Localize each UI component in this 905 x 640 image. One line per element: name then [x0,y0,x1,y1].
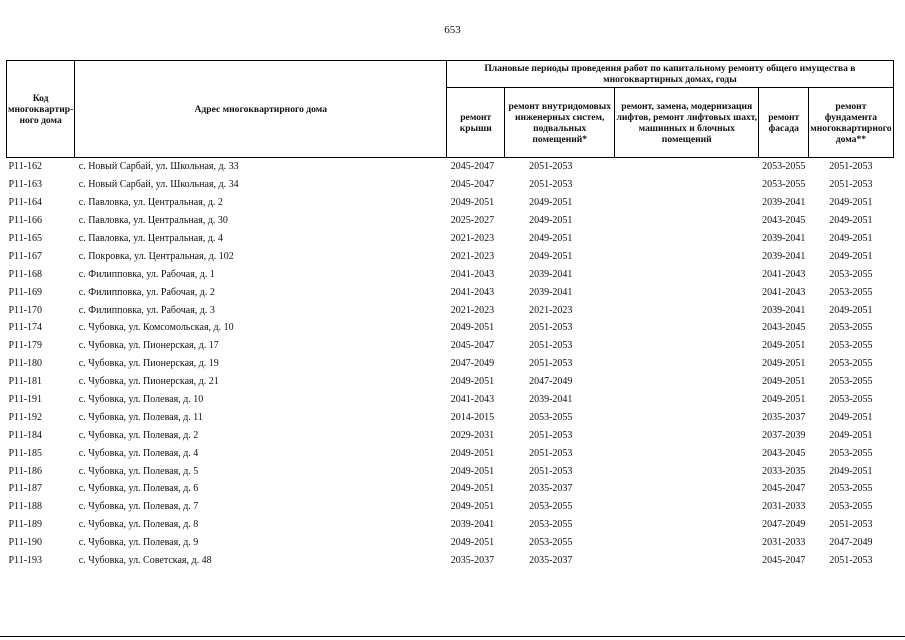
foundation-period-cell: 2047-2049 [829,537,873,549]
table-row [7,194,894,212]
roof-period-cell: 2049-2051 [450,465,495,477]
roof-period-cell: 2049-2051 [450,322,495,334]
facade-period-cell: 2039-2041 [762,304,806,316]
roof-period-cell: 2049-2051 [450,501,495,513]
facade-period-cell: 2043-2045 [762,447,806,459]
lifts-period-cell [615,194,759,212]
lifts-period-cell [615,480,759,498]
foundation-period-cell: 2053-2055 [829,268,873,280]
roof-period-cell: 2045-2047 [450,161,495,173]
header-lifts: ремонт, замена, модернизация лифтов, ремонт лифтовых шахт, машинных и блочных помещений [615,88,759,158]
foundation-period-cell: 2053-2055 [829,483,873,495]
address-cell: с. Новый Сарбай, ул. Школьная, д. 33 [78,161,239,173]
systems-period-cell: 2047-2049 [529,376,573,388]
roof-period-cell: 2041-2043 [450,394,495,406]
foundation-period-cell: 2053-2055 [829,501,873,513]
table-row [7,444,894,462]
code-cell: P11-185 [8,447,43,459]
foundation-period-cell: 2053-2055 [829,340,873,352]
table-body [7,158,894,570]
roof-period-cell: 2014-2015 [450,411,495,423]
lifts-period-cell [615,426,759,444]
code-cell: P11-187 [8,483,43,495]
lifts-period-cell [615,265,759,283]
facade-period-cell: 2049-2051 [762,394,806,406]
foundation-period-cell: 2051-2053 [829,555,873,567]
facade-period-cell: 2039-2041 [762,250,806,262]
lifts-period-cell [615,444,759,462]
header-address: Адрес многоквартирного дома [75,61,447,158]
facade-period-cell: 2041-2043 [762,268,806,280]
foundation-period-cell: 2053-2055 [829,394,873,406]
roof-period-cell: 2029-2031 [450,429,495,441]
systems-period-cell: 2051-2053 [529,340,573,352]
code-cell: P11-174 [8,322,43,334]
address-cell: с. Чубовка, ул. Полевая, д. 10 [78,394,204,406]
address-cell: с. Филипповка, ул. Рабочая, д. 3 [78,304,215,316]
code-cell: P11-163 [8,179,43,191]
roof-period-cell: 2041-2043 [450,268,495,280]
foundation-period-cell: 2053-2055 [829,322,873,334]
systems-period-cell: 2049-2051 [529,233,573,244]
address-cell: с. Павловка, ул. Центральная, д. 4 [78,233,223,244]
table-row [7,319,894,337]
address-cell: с. Чубовка, ул. Полевая, д. 11 [78,411,203,423]
repair-schedule-table [6,60,894,569]
foundation-period-cell: 2049-2051 [829,429,873,441]
roof-period-cell: 2021-2023 [450,304,495,316]
lifts-period-cell [615,552,759,570]
facade-period-cell: 2049-2051 [762,376,806,388]
lifts-period-cell [615,337,759,355]
lifts-period-cell [615,283,759,301]
address-cell: с. Чубовка, ул. Пионерская, д. 17 [78,340,219,352]
facade-period-cell: 2033-2035 [762,465,806,477]
foundation-period-cell: 2053-2055 [829,358,873,370]
systems-period-cell: 2051-2053 [529,322,573,334]
foundation-period-cell: 2051-2053 [829,179,873,191]
address-cell: с. Чубовка, ул. Полевая, д. 5 [78,465,199,477]
address-cell: с. Чубовка, ул. Полевая, д. 8 [78,519,199,531]
table-row [7,426,894,444]
table-row [7,534,894,552]
systems-period-cell: 2049-2051 [529,197,573,209]
lifts-period-cell [615,355,759,373]
code-cell: P11-186 [8,465,43,477]
systems-period-cell: 2053-2055 [529,501,573,513]
roof-period-cell: 2025-2027 [450,215,495,227]
table-row [7,498,894,516]
facade-period-cell: 2039-2041 [762,197,806,209]
systems-period-cell: 2051-2053 [529,358,573,370]
address-cell: с. Чубовка, ул. Полевая, д. 6 [78,483,199,495]
code-cell: P11-189 [8,519,43,531]
code-cell: P11-181 [8,376,43,388]
header-roof: ремонт крыши [447,88,505,158]
code-cell: P11-190 [8,537,43,549]
lifts-period-cell [615,176,759,194]
code-cell: P11-179 [8,340,43,352]
roof-period-cell: 2049-2051 [450,483,495,495]
lifts-period-cell [615,230,759,248]
address-cell: с. Чубовка, ул. Полевая, д. 4 [78,447,199,459]
systems-period-cell: 2051-2053 [529,465,573,477]
table-row [7,516,894,534]
address-cell: с. Филипповка, ул. Рабочая, д. 2 [78,286,215,298]
code-cell: P11-166 [8,215,43,227]
address-cell: с. Чубовка, ул. Полевая, д. 9 [78,537,199,549]
foundation-period-cell: 2049-2051 [829,250,873,262]
facade-period-cell: 2043-2045 [762,215,806,227]
code-cell: P11-168 [8,268,43,280]
lifts-period-cell [615,319,759,337]
foundation-period-cell: 2049-2051 [829,304,873,316]
facade-period-cell: 2043-2045 [762,322,806,334]
systems-period-cell: 2035-2037 [529,555,573,567]
systems-period-cell: 2053-2055 [529,411,573,423]
facade-period-cell: 2053-2055 [762,179,806,191]
lifts-period-cell [615,212,759,230]
systems-period-cell: 2051-2053 [529,447,573,459]
systems-period-cell: 2021-2023 [529,304,573,316]
systems-period-cell: 2039-2041 [529,394,573,406]
foundation-period-cell: 2049-2051 [829,215,873,227]
roof-period-cell: 2049-2051 [450,447,495,459]
code-cell: P11-191 [8,394,43,406]
header-foundation: ремонт фундамента многоквартирного дома** [809,88,893,158]
systems-period-cell: 2051-2053 [529,161,573,173]
table-row [7,247,894,265]
address-cell: с. Покровка, ул. Центральная, д. 102 [78,250,234,262]
facade-period-cell: 2049-2051 [762,340,806,352]
systems-period-cell: 2049-2051 [529,250,573,262]
lifts-period-cell [615,498,759,516]
lifts-period-cell [615,158,759,176]
systems-period-cell: 2053-2055 [529,537,573,549]
address-cell: с. Филипповка, ул. Рабочая, д. 1 [78,268,215,280]
foundation-period-cell: 2049-2051 [829,411,873,423]
roof-period-cell: 2045-2047 [450,340,495,352]
foundation-period-cell: 2051-2053 [829,519,873,531]
table-row [7,212,894,230]
roof-period-cell: 2049-2051 [450,537,495,549]
header-code: Код многоквартир-ного дома [7,61,75,158]
lifts-period-cell [615,516,759,534]
lifts-period-cell [615,462,759,480]
table-header [7,61,894,158]
foundation-period-cell: 2053-2055 [829,376,873,388]
address-cell: с. Чубовка, ул. Полевая, д. 2 [78,429,199,441]
facade-period-cell: 2031-2033 [762,537,806,549]
address-cell: с. Чубовка, ул. Советская, д. 48 [78,555,212,567]
table-row [7,265,894,283]
lifts-period-cell [615,408,759,426]
roof-period-cell: 2041-2043 [450,286,495,298]
lifts-period-cell [615,247,759,265]
address-cell: с. Павловка, ул. Центральная, д. 2 [78,197,223,209]
address-cell: с. Чубовка, ул. Пионерская, д. 19 [78,358,219,370]
roof-period-cell: 2035-2037 [450,555,495,567]
table-row [7,283,894,301]
systems-period-cell: 2039-2041 [529,286,573,298]
roof-period-cell: 2049-2051 [450,197,495,209]
table-row [7,355,894,373]
table-row [7,176,894,194]
code-cell: P11-162 [8,161,43,173]
address-cell: с. Павловка, ул. Центральная, д. 30 [78,215,228,227]
bottom-divider [0,636,905,637]
foundation-period-cell: 2053-2055 [829,286,873,298]
lifts-period-cell [615,391,759,409]
header-facade: ремонт фасада [759,88,809,158]
lifts-period-cell [615,373,759,391]
table-row [7,391,894,409]
header-periods: Плановые периоды проведения работ по капитальному ремонту общего имущества в многоквартирных домах, годы [447,61,893,88]
address-cell: с. Чубовка, ул. Комсомольская, д. 10 [78,322,234,334]
lifts-period-cell [615,534,759,552]
table-row [7,408,894,426]
foundation-period-cell: 2053-2055 [829,447,873,459]
table-row [7,552,894,570]
roof-period-cell: 2047-2049 [450,358,495,370]
header-systems: ремонт внутридомовых инженерных систем, подвальных помещений* [505,88,615,158]
table-row [7,462,894,480]
table-row [7,301,894,319]
table-row [7,158,894,176]
table-row [7,230,894,248]
code-cell: P11-167 [8,250,43,262]
foundation-period-cell: 2049-2051 [829,233,873,244]
table-row [7,480,894,498]
systems-period-cell: 2039-2041 [529,268,573,280]
code-cell: P11-169 [8,286,43,298]
facade-period-cell: 2037-2039 [762,429,806,441]
systems-period-cell: 2051-2053 [529,179,573,191]
code-cell: P11-165 [8,233,43,244]
facade-period-cell: 2049-2051 [762,358,806,370]
roof-period-cell: 2039-2041 [450,519,495,531]
repair-schedule-table-wrap [6,60,894,569]
table-row [7,373,894,391]
facade-period-cell: 2031-2033 [762,501,806,513]
roof-period-cell: 2049-2051 [450,376,495,388]
foundation-period-cell: 2049-2051 [829,465,873,477]
facade-period-cell: 2035-2037 [762,411,806,423]
lifts-period-cell [615,301,759,319]
address-cell: с. Чубовка, ул. Пионерская, д. 21 [78,376,219,388]
code-cell: P11-188 [8,501,43,513]
foundation-period-cell: 2051-2053 [829,161,873,173]
code-cell: P11-180 [8,358,43,370]
code-cell: P11-184 [8,429,43,441]
roof-period-cell: 2021-2023 [450,233,495,244]
systems-period-cell: 2049-2051 [529,215,573,227]
facade-period-cell: 2039-2041 [762,233,806,244]
table-row [7,337,894,355]
foundation-period-cell: 2049-2051 [829,197,873,209]
code-cell: P11-164 [8,197,43,209]
address-cell: с. Новый Сарбай, ул. Школьная, д. 34 [78,179,239,191]
code-cell: P11-192 [8,411,43,423]
facade-period-cell: 2053-2055 [762,161,806,173]
facade-period-cell: 2045-2047 [762,483,806,495]
page-number: 653 [444,24,461,36]
systems-period-cell: 2035-2037 [529,483,573,495]
systems-period-cell: 2053-2055 [529,519,573,531]
facade-period-cell: 2047-2049 [762,519,806,531]
address-cell: с. Чубовка, ул. Полевая, д. 7 [78,501,199,513]
systems-period-cell: 2051-2053 [529,429,573,441]
code-cell: P11-193 [8,555,43,567]
code-cell: P11-170 [8,304,43,316]
roof-period-cell: 2021-2023 [450,250,495,262]
roof-period-cell: 2045-2047 [450,179,495,191]
facade-period-cell: 2045-2047 [762,555,806,567]
facade-period-cell: 2041-2043 [762,286,806,298]
